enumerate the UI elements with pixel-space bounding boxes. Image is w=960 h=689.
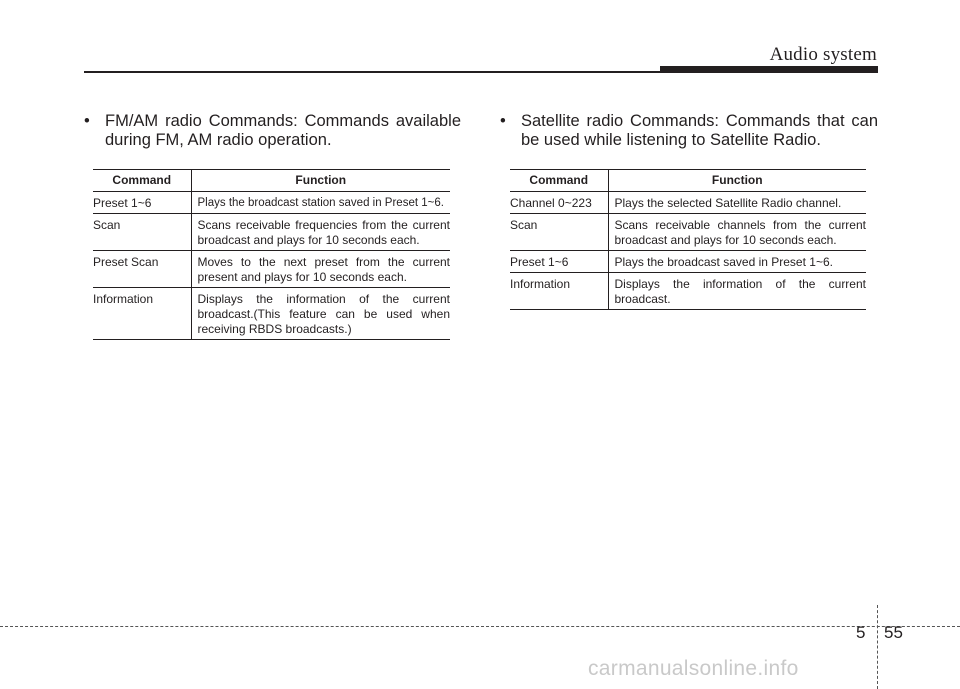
table-row xyxy=(93,288,450,340)
function-cell: Displays the information of the current broadcast. xyxy=(608,273,866,310)
footer-divider xyxy=(877,605,878,689)
table-row xyxy=(93,214,450,251)
satellite-command-table xyxy=(510,169,866,310)
table-header-row xyxy=(93,170,450,192)
function-cell: Scans receivable channels from the current broadcast and plays for 10 seconds each. xyxy=(608,214,866,251)
fm-am-command-table xyxy=(93,169,450,340)
function-column-header: Function xyxy=(608,170,866,192)
command-cell: Information xyxy=(510,273,608,310)
function-cell: Moves to the next preset from the current present and plays for 10 seconds each. xyxy=(191,251,450,288)
function-cell: Plays the broadcast saved in Preset 1~6. xyxy=(608,251,866,273)
command-cell: Preset Scan xyxy=(93,251,191,288)
table-row xyxy=(510,192,866,214)
fm-am-intro xyxy=(84,112,461,150)
fm-am-intro-text: FM/AM radio Commands: Commands available during FM, AM radio operation. xyxy=(105,112,461,149)
command-cell: Channel 0~223 xyxy=(510,192,608,214)
function-cell: Plays the broadcast station saved in Preset 1~6. xyxy=(191,192,450,214)
command-cell: Scan xyxy=(510,214,608,251)
table-row xyxy=(510,251,866,273)
header-block xyxy=(660,66,878,73)
bullet-icon: • xyxy=(84,112,90,130)
watermark[interactable]: carmanualsonline.info xyxy=(588,657,799,680)
function-column-header: Function xyxy=(191,170,450,192)
command-cell: Preset 1~6 xyxy=(93,192,191,214)
table-row xyxy=(93,251,450,288)
function-cell: Plays the selected Satellite Radio channel. xyxy=(608,192,866,214)
command-column-header: Command xyxy=(510,170,608,192)
satellite-intro-text: Satellite radio Commands: Commands that can be used while listening to Satellite Radio. xyxy=(521,112,878,149)
page-number: 55 xyxy=(884,623,903,642)
command-cell: Information xyxy=(93,288,191,340)
function-cell: Displays the information of the current broadcast.(This feature can be used when receiving RBDS broadcasts.) xyxy=(191,288,450,340)
footer-rule xyxy=(0,626,960,627)
satellite-intro xyxy=(500,112,878,150)
header-rule xyxy=(84,71,660,73)
table-row xyxy=(510,214,866,251)
function-cell: Scans receivable frequencies from the current broadcast and plays for 10 seconds each. xyxy=(191,214,450,251)
command-cell: Scan xyxy=(93,214,191,251)
command-column-header: Command xyxy=(93,170,191,192)
page-header-title: Audio system xyxy=(769,44,877,65)
table-header-row xyxy=(510,170,866,192)
chapter-number: 5 xyxy=(856,623,866,642)
table-row xyxy=(510,273,866,310)
bullet-icon: • xyxy=(500,112,506,130)
command-cell: Preset 1~6 xyxy=(510,251,608,273)
table-row xyxy=(93,192,450,214)
